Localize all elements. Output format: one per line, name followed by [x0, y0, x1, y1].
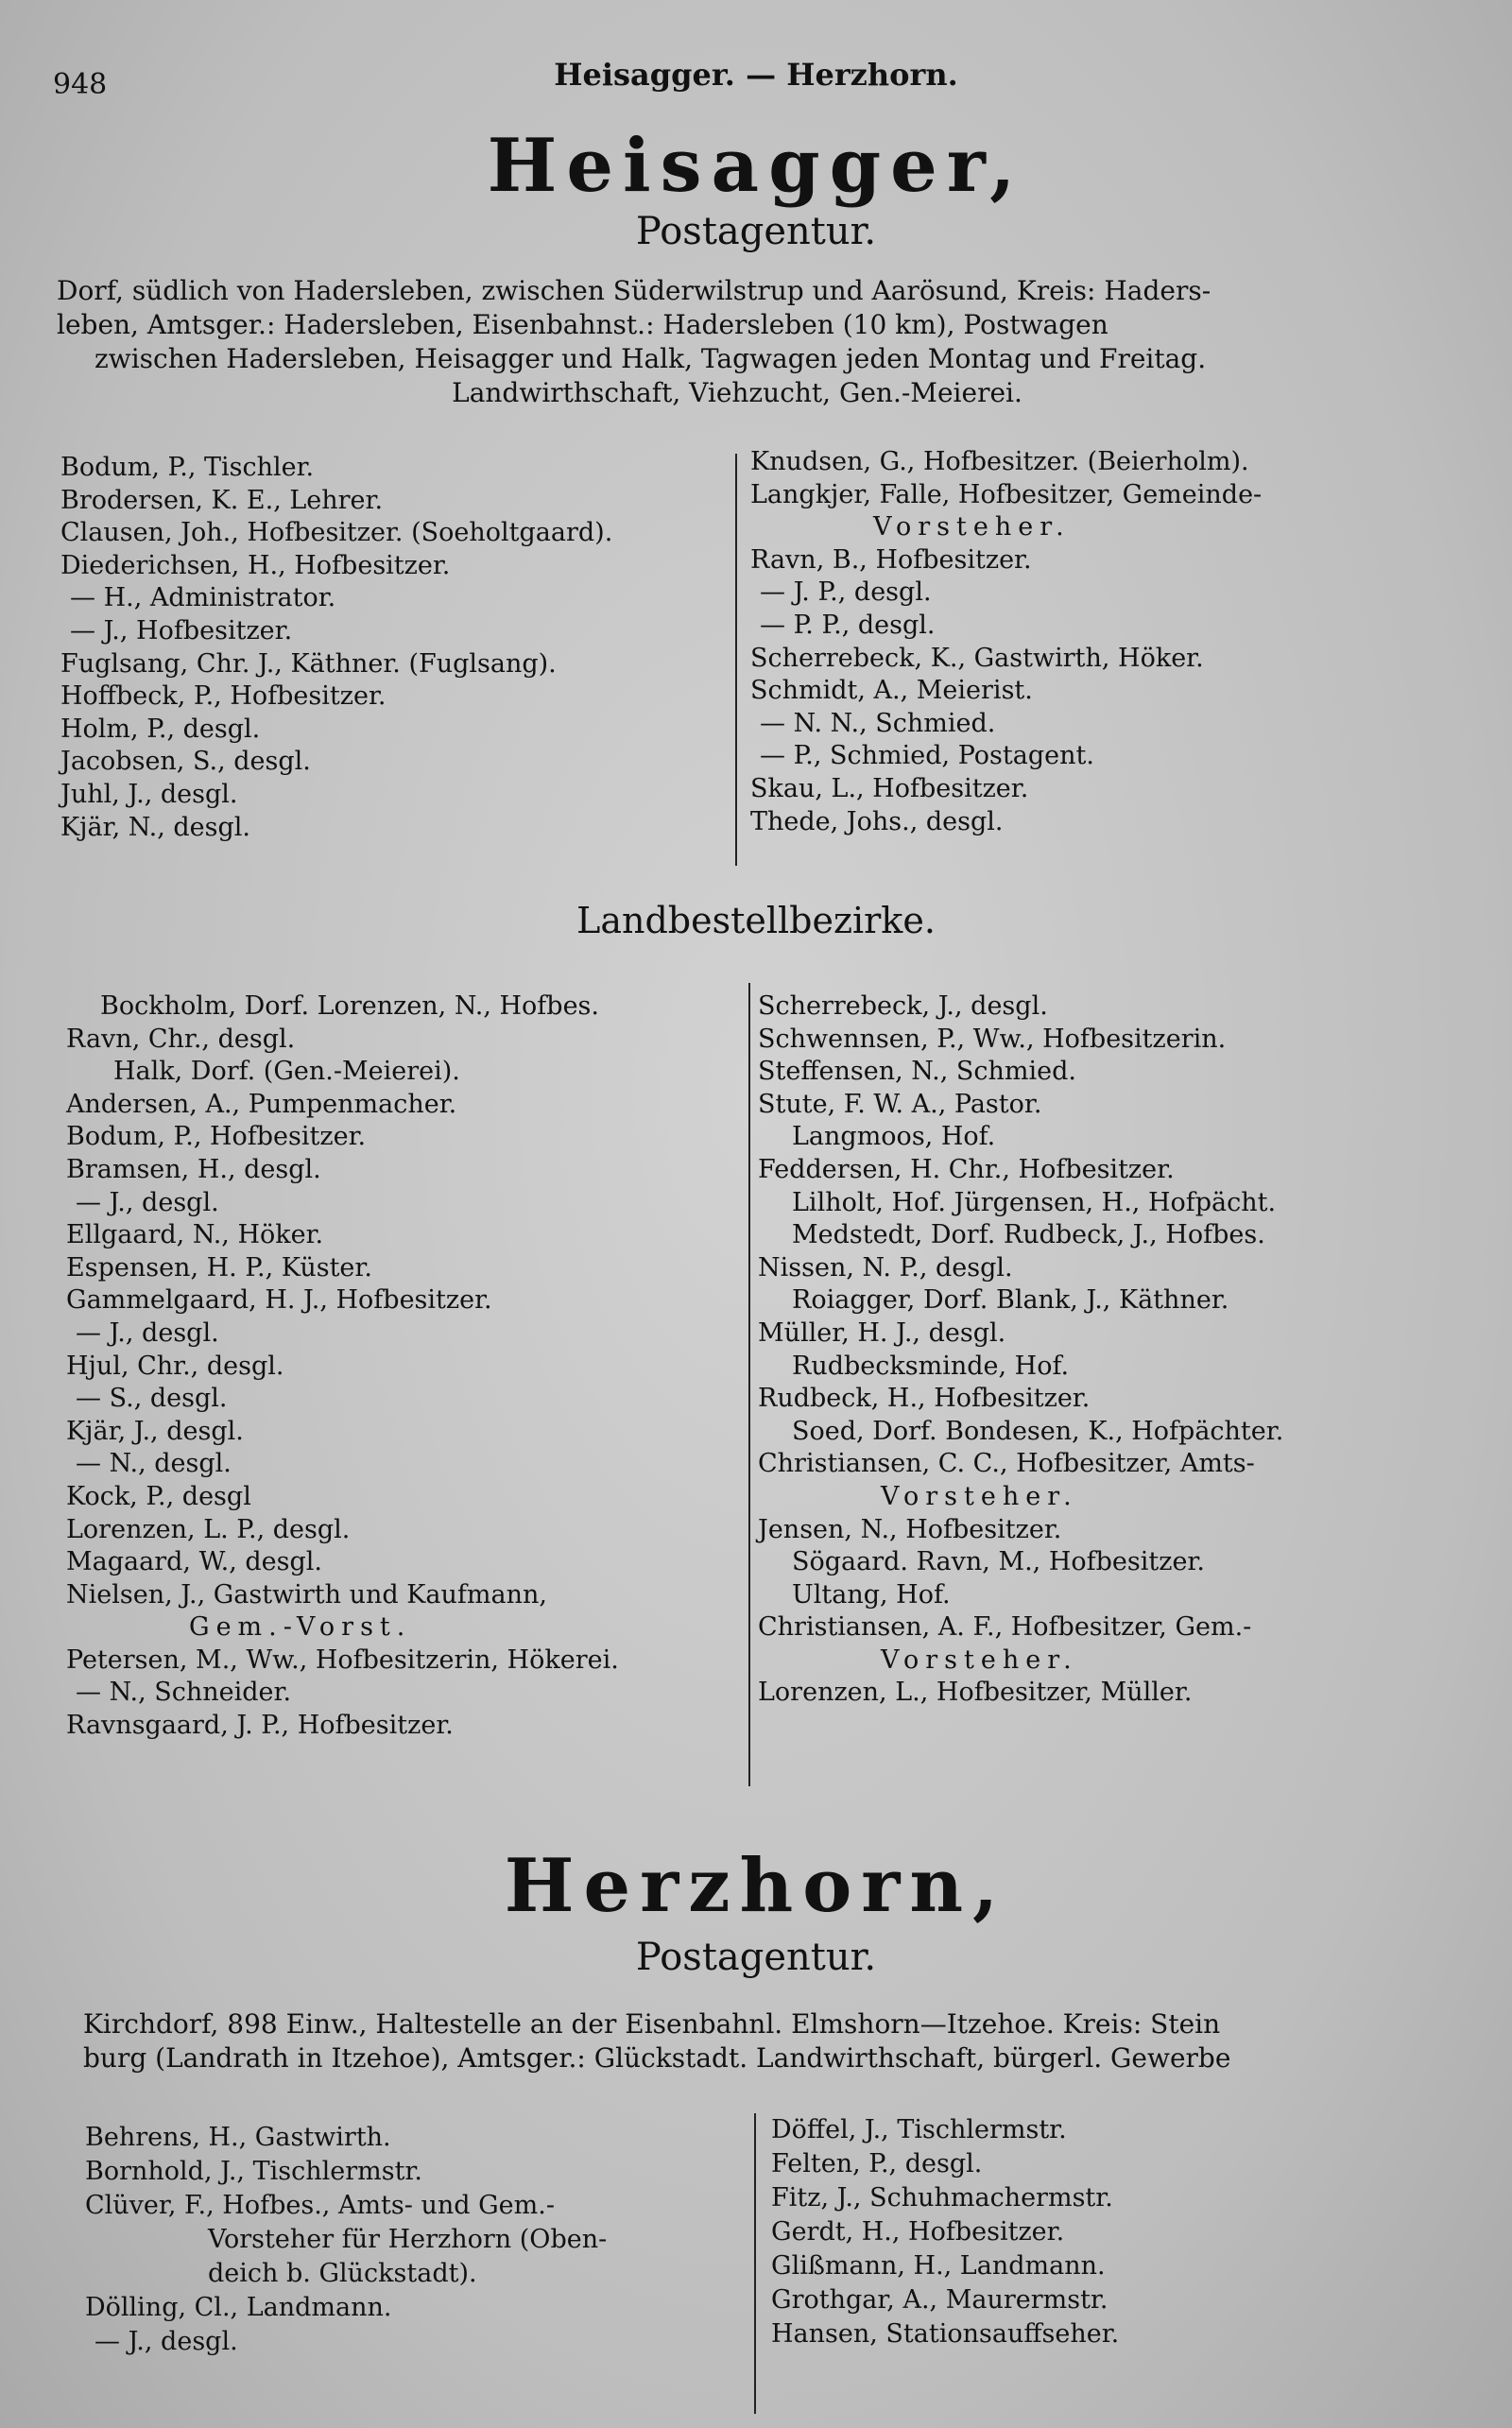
herzhorn-description	[83, 2007, 1425, 2075]
herzhorn-residents-left	[85, 2121, 747, 2359]
list-item: Behrens, H., Gastwirth.	[85, 2123, 391, 2152]
list-item: Rudbeck, H., Hofbesitzer.	[758, 1384, 1091, 1414]
description-line: leben, Amtsger.: Hadersleben, Eisenbahnst.: Hadersleben (10 km), Postwagen	[57, 309, 1108, 340]
list-item: Gerdt, H., Hofbesitzer.	[771, 2217, 1065, 2247]
list-item: Jacobsen, S., desgl.	[60, 747, 311, 777]
list-item: Ravn, Chr., desgl.	[66, 1024, 296, 1054]
list-item: Lorenzen, L., Hofbesitzer, Müller.	[758, 1678, 1193, 1708]
description-line: burg (Landrath in Itzehoe), Amtsger.: Glückstadt. Landwirthschaft, bürgerl. Gewerbe	[83, 2042, 1231, 2074]
list-item: Steffensen, N., Schmied.	[758, 1057, 1076, 1087]
list-item: Clüver, F., Hofbes., Amts- und Gem.-	[85, 2191, 555, 2220]
list-item: Langmoos, Hof.	[792, 1122, 996, 1152]
list-item: Halk, Dorf. (Gen.-Meierei).	[113, 1057, 460, 1087]
list-item: — N., desgl.	[76, 1449, 232, 1479]
description-line: Landwirthschaft, Viehzucht, Gen.-Meierei.	[452, 377, 1022, 408]
list-item: Gammelgaard, H. J., Hofbesitzer.	[66, 1285, 492, 1316]
list-item: Ellgaard, N., Höker.	[66, 1220, 324, 1250]
list-item: Magaard, W., desgl.	[66, 1547, 322, 1577]
list-item: Bodum, P., Hofbesitzer.	[66, 1122, 367, 1152]
list-item: Fuglsang, Chr. J., Käthner. (Fuglsang).	[60, 648, 557, 679]
list-item: Felten, P., desgl.	[771, 2149, 983, 2178]
list-item: Christiansen, C. C., Hofbesitzer, Amts-	[758, 1449, 1255, 1479]
list-item: Hansen, Stationsauffseher.	[771, 2319, 1120, 2349]
list-item: Bornhold, J., Tischlermstr.	[85, 2157, 422, 2186]
list-item: Scherrebeck, J., desgl.	[758, 991, 1048, 1021]
list-item: — P., Schmied, Postagent.	[760, 741, 1094, 771]
heisagger-residents-left	[60, 452, 722, 844]
list-item: Bockholm, Dorf. Lorenzen, N., Hofbes.	[100, 991, 599, 1021]
list-item: Knudsen, G., Hofbesitzer. (Beierholm).	[750, 447, 1249, 476]
heisagger-description	[57, 274, 1418, 410]
list-item: Espensen, H. P., Küster.	[66, 1252, 372, 1283]
list-item: Petersen, M., Ww., Hofbesitzerin, Hökerei.	[66, 1644, 619, 1675]
list-item: Kock, P., desgl	[66, 1481, 251, 1511]
list-item: Schmidt, A., Meierist.	[750, 676, 1033, 706]
list-item: Hoffbeck, P., Hofbesitzer.	[60, 681, 387, 712]
list-item: — J., desgl.	[94, 2327, 238, 2356]
column-divider	[754, 2113, 756, 2414]
list-item: Medstedt, Dorf. Rudbeck, J., Hofbes.	[792, 1220, 1265, 1250]
list-item: Döffel, J., Tischlermstr.	[771, 2115, 1067, 2144]
list-item: — H., Administrator.	[70, 583, 336, 613]
list-item: — J., desgl.	[76, 1187, 219, 1217]
list-item: Nielsen, J., Gastwirth und Kaufmann,	[66, 1579, 547, 1610]
list-item: Bodum, P., Tischler.	[60, 453, 315, 482]
list-item: Vorsteher.	[881, 1481, 1078, 1511]
list-item: Dölling, Cl., Landmann.	[85, 2293, 392, 2322]
list-item: Ultang, Hof.	[792, 1579, 951, 1610]
list-item: Müller, H. J., desgl.	[758, 1317, 1006, 1348]
list-item: Rudbecksminde, Hof.	[792, 1351, 1070, 1381]
list-item: Vorsteher.	[881, 1644, 1078, 1675]
list-item: Gem.-Vorst.	[189, 1612, 412, 1643]
list-item: Hjul, Chr., desgl.	[66, 1351, 284, 1381]
list-item: Fitz, J., Schuhmachermstr.	[771, 2183, 1113, 2213]
list-item: deich b. Glückstadt).	[208, 2259, 477, 2288]
list-item: — J. P., desgl.	[760, 577, 932, 608]
land-left	[66, 990, 747, 1743]
list-item: Christiansen, A. F., Hofbesitzer, Gem.-	[758, 1612, 1252, 1643]
list-item: Holm, P., desgl.	[60, 714, 261, 744]
list-item: Thede, Johs., desgl.	[750, 806, 1004, 836]
list-item: Kjär, J., desgl.	[66, 1416, 244, 1446]
herzhorn-title: Herzhorn,	[504, 1843, 1008, 1929]
list-item: Soed, Dorf. Bondesen, K., Hofpächter.	[792, 1416, 1284, 1446]
list-item: Schwennsen, P., Ww., Hofbesitzerin.	[758, 1024, 1227, 1054]
list-item: Kjär, N., desgl.	[60, 812, 251, 842]
list-item: Sögaard. Ravn, M., Hofbesitzer.	[792, 1547, 1205, 1577]
list-item: Lorenzen, L. P., desgl.	[66, 1514, 351, 1544]
running-title: Heisagger. — Herzhorn.	[554, 57, 958, 93]
list-item: — N., Schneider.	[76, 1678, 292, 1708]
list-item: Andersen, A., Pumpenmacher.	[66, 1089, 457, 1119]
list-item: Brodersen, K. E., Lehrer.	[60, 485, 384, 515]
list-item: Stute, F. W. A., Pastor.	[758, 1089, 1042, 1119]
column-divider	[735, 454, 737, 866]
list-item: Grothgar, A., Maurermstr.	[771, 2285, 1108, 2315]
list-item: Bramsen, H., desgl.	[66, 1154, 321, 1184]
list-item: Jensen, N., Hofbesitzer.	[758, 1514, 1062, 1544]
list-item: Diederichsen, H., Hofbesitzer.	[60, 550, 451, 580]
page-number: 948	[53, 68, 108, 101]
landbestell-heading: Landbestellbezirke.	[576, 900, 936, 941]
list-item: Langkjer, Falle, Hofbesitzer, Gemeinde-	[750, 479, 1263, 509]
list-item: Nissen, N. P., desgl.	[758, 1252, 1013, 1283]
list-item: Vorsteher für Herzhorn (Oben-	[208, 2225, 608, 2254]
herzhorn-residents-right	[771, 2113, 1452, 2351]
column-divider	[748, 983, 750, 1786]
list-item: Roiagger, Dorf. Blank, J., Käthner.	[792, 1285, 1229, 1316]
description-line: zwischen Hadersleben, Heisagger und Halk, Tagwagen jeden Montag und Freitag.	[94, 343, 1207, 374]
list-item: Ravn, B., Hofbesitzer.	[750, 544, 1032, 575]
description-line: Kirchdorf, 898 Einw., Haltestelle an der Eisenbahnl. Elmshorn—Itzehoe. Kreis: Stein	[83, 2008, 1221, 2040]
list-item: Ravnsgaard, J. P., Hofbesitzer.	[66, 1711, 454, 1741]
list-item: Lilholt, Hof. Jürgensen, H., Hofpächt.	[792, 1187, 1277, 1217]
description-line: Dorf, südlich von Hadersleben, zwischen Süderwilstrup und Aarösund, Kreis: Haders-	[57, 275, 1211, 306]
herzhorn-subtitle: Postagentur.	[635, 1936, 877, 1979]
list-item: Glißmann, H., Landmann.	[771, 2251, 1106, 2281]
list-item: — N. N., Schmied.	[760, 708, 996, 738]
heisagger-subtitle: Postagentur.	[635, 210, 877, 253]
land-right	[758, 990, 1438, 1710]
list-item: Clausen, Joh., Hofbesitzer. (Soeholtgaard).	[60, 518, 613, 548]
list-item: Skau, L., Hofbesitzer.	[750, 773, 1029, 803]
list-item: — J., Hofbesitzer.	[70, 615, 293, 646]
list-item: — S., desgl.	[76, 1384, 228, 1414]
list-item: Vorsteher.	[873, 512, 1071, 542]
list-item: Juhl, J., desgl.	[60, 779, 238, 809]
list-item: Feddersen, H. Chr., Hofbesitzer.	[758, 1154, 1175, 1184]
list-item: — P. P., desgl.	[760, 610, 936, 640]
list-item: — J., desgl.	[76, 1317, 219, 1348]
heisagger-title: Heisagger,	[487, 123, 1025, 209]
list-item: Scherrebeck, K., Gastwirth, Höker.	[750, 643, 1204, 673]
heisagger-residents-right	[750, 446, 1431, 838]
